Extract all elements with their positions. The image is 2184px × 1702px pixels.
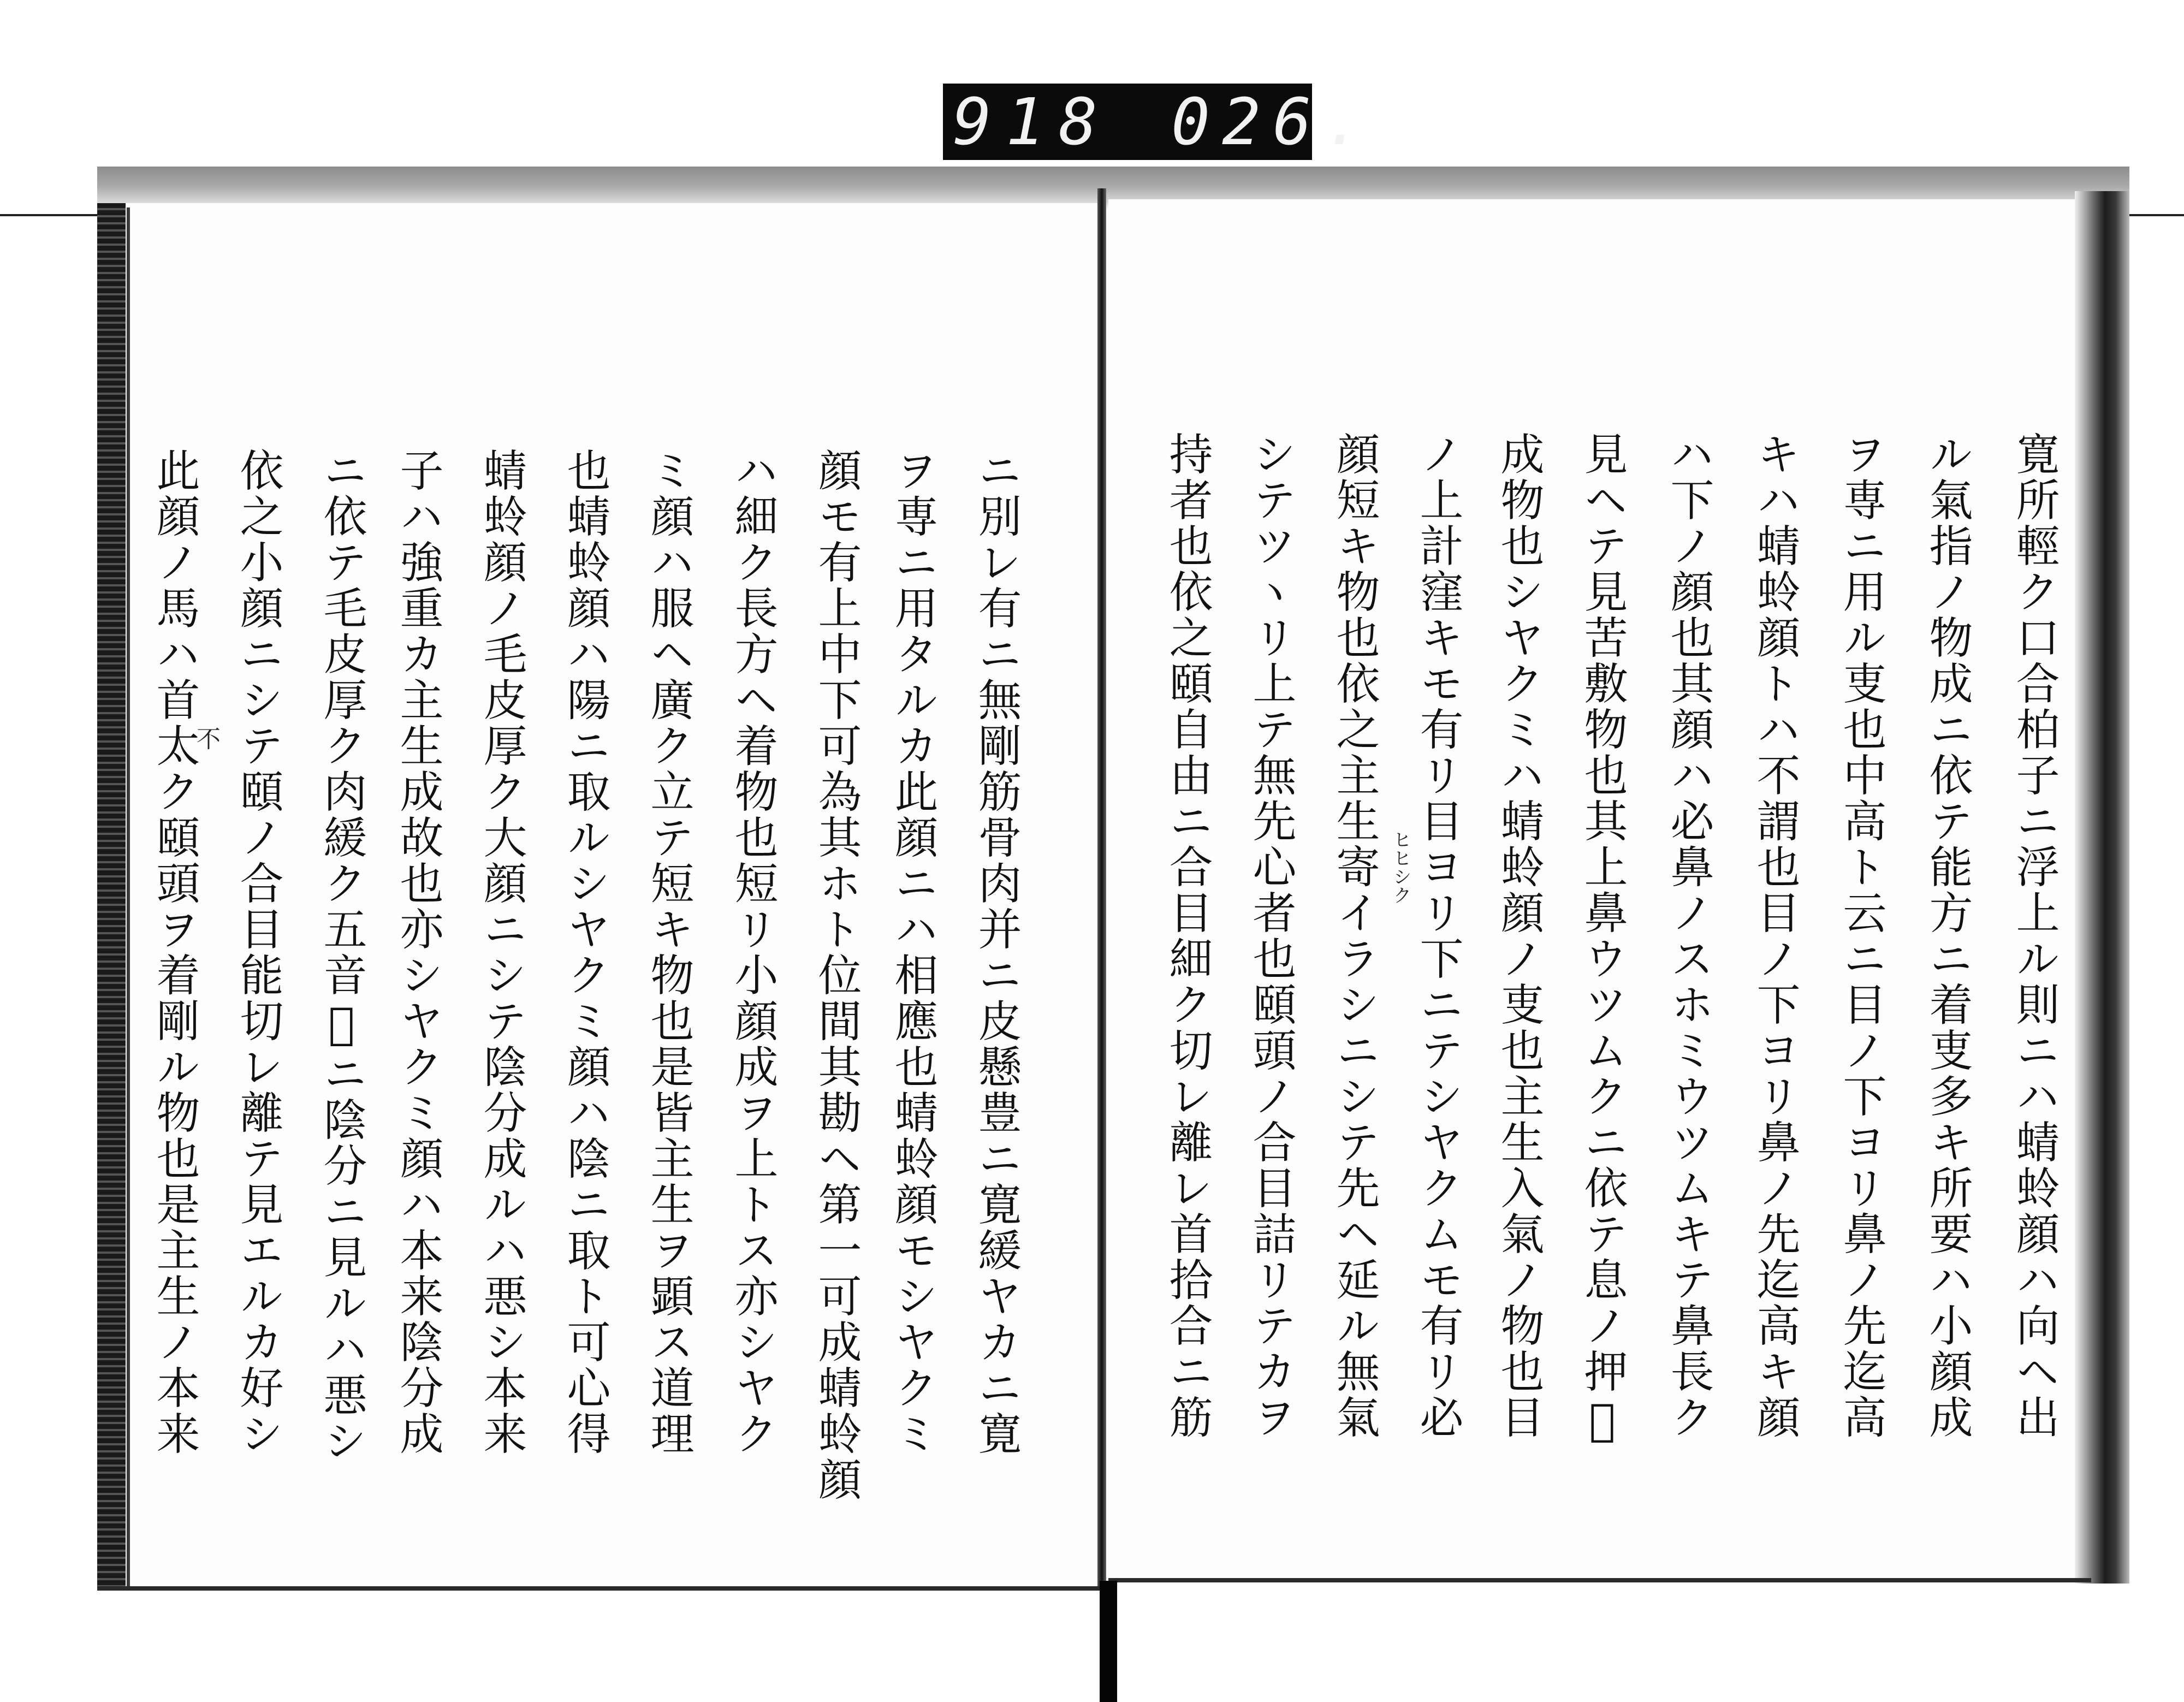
text-column: 此顔ノ馬ハ首太ク頤頭ヲ着剛ル物也是主生ノ本来	[149, 448, 200, 1457]
text-column: シテツヽリ上テ無先心者也頤頭ノ合目詰リテカヲ	[1245, 431, 1296, 1440]
text-column: 寛所輕ク口合柏子ニ浮上ル則ニハ蜻蛉顔ハ向ヘ出	[2009, 431, 2060, 1440]
text-column: ル氣指ノ物成ニ依テ能方ニ着叓多キ所要ハ小顔成	[1922, 431, 1973, 1440]
right-page-edge	[2075, 191, 2129, 1584]
text-column: 依之小顔ニシテ頤ノ合目能切レ離テ見エルカ好シ	[233, 448, 283, 1457]
left-page-bottom-edge	[97, 1586, 1102, 1591]
text-column: 子ハ強重カ主生成故也亦シヤクミ顔ハ本来陰分成	[393, 448, 443, 1457]
text-column: 成物也シヤクミハ蜻蛉顔ノ叓也主生入氣ノ物也目	[1493, 431, 1544, 1440]
text-column: 持者也依之頤自由ニ合目細ク切レ離レ首拾合ニ筋	[1162, 431, 1213, 1440]
catalog-number-label	[943, 84, 1375, 160]
scan-edge-line-right	[2128, 214, 2184, 216]
text-column: ハ細ク長方ヘ着物也短リ小顔成ヲ上トス亦シヤク	[727, 448, 778, 1457]
text-column: ヲ専ニ用ル叓也中高ト云ニ目ノ下ヨリ鼻ノ先迄高	[1836, 431, 1886, 1440]
text-column: 蜻蛉顔ノ毛皮厚ク大顔ニシテ陰分成ルハ悪シ本来	[476, 448, 527, 1457]
book-spine	[1097, 188, 1106, 1586]
catalog-number-left: 918	[953, 84, 1112, 159]
reading-annotation: ヒヒシク	[1390, 830, 1411, 904]
text-column: ニ別レ有ニ無剛筋骨肉并ニ皮懸豊ニ寛緩ヤカニ寛	[971, 448, 1022, 1457]
margin-annotation: 不	[192, 726, 220, 750]
text-column: ニ依テ毛皮厚ク肉緩ク五音𪜈ニ陰分ニ見ルハ悪シ	[316, 448, 367, 1464]
text-column: 顔短キ物也依之主生寄イラシニシテ先ヘ延ル無氣	[1329, 431, 1380, 1440]
right-page-bottom-edge	[1108, 1578, 2091, 1582]
text-column: ハ下ノ顔也其顔ハ必鼻ノスホミウツムキテ鼻長ク	[1663, 431, 1714, 1440]
text-column: キハ蜻蛉顔トハ不謂也目ノ下ヨリ鼻ノ先迄高キ顔	[1749, 431, 1800, 1440]
book-spine-bottom	[1100, 1581, 1117, 1702]
text-column: 見ヘテ見苦敷物也其上鼻ウツムクニ依テ息ノ押𪜈	[1577, 431, 1628, 1448]
text-column: 顔モ有上中下可為其ホト位間其勘ヘ第一可成蜻蛉顔	[811, 448, 862, 1503]
left-page-border	[127, 207, 130, 1586]
text-column: ミ顔ハ服ヘ廣ク立テ短キ物也是皆主生ヲ顕ス道理	[643, 448, 694, 1457]
catalog-number-right: 026.	[1171, 84, 1375, 159]
text-column: ヲ専ニ用タルカ此顔ニハ相應也蜻蛉顔モシヤクミ	[887, 448, 938, 1457]
text-column: 也蜻蛉顔ハ陽ニ取ルシヤクミ顔ハ陰ニ取ト可心得	[560, 448, 610, 1457]
text-column: ノ上計窪キモ有リ目ヨリ下ニテシヤクムモ有リ必	[1413, 431, 1463, 1440]
left-page-edge	[97, 203, 126, 1590]
scan-edge-line-left	[0, 214, 98, 216]
